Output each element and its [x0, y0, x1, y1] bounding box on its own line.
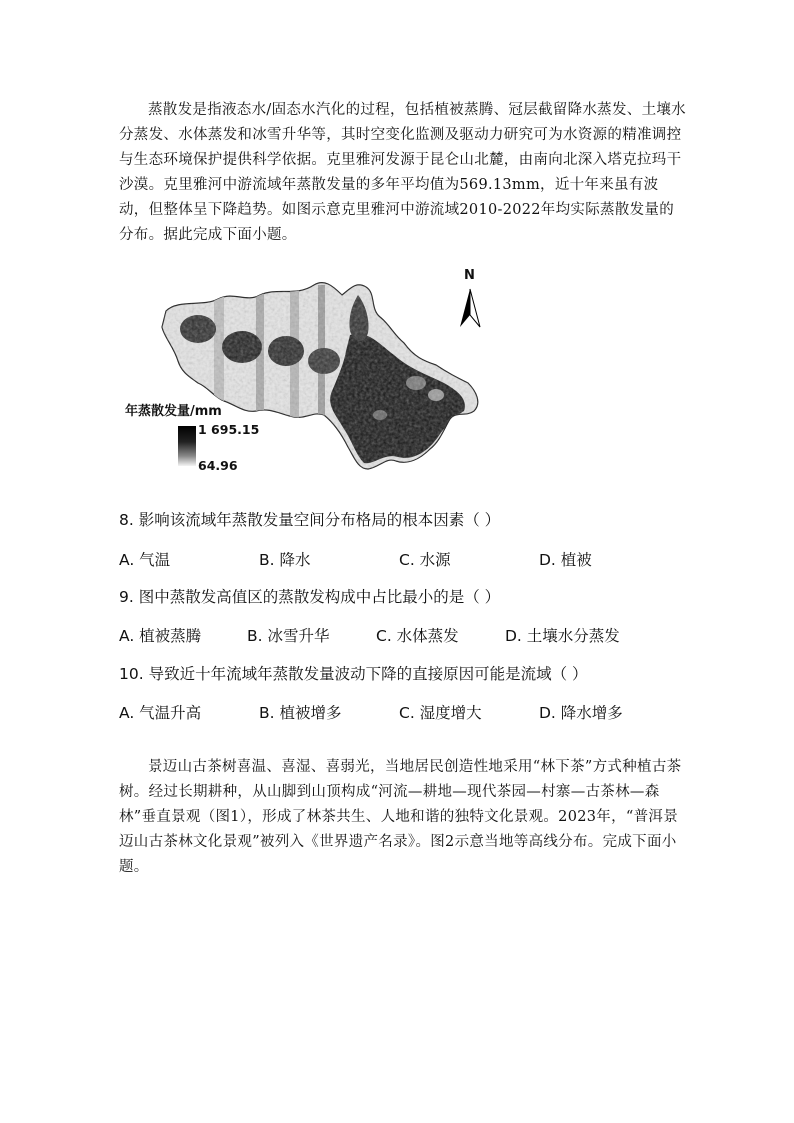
question-10-option-a[interactable]: A. 气温升高 — [119, 704, 202, 722]
question-8-option-d[interactable]: D. 植被 — [539, 551, 592, 569]
question-9-option-a[interactable]: A. 植被蒸腾 — [119, 627, 202, 645]
question-8-stem: 8. 影响该流域年蒸散发量空间分布格局的根本因素（ ） — [119, 511, 501, 529]
question-9-option-d[interactable]: D. 土壤水分蒸发 — [505, 627, 620, 645]
basin-map-figure — [118, 265, 498, 480]
passage-1: 蒸散发是指液态水/固态水汽化的过程，包括植被蒸腾、冠层截留降水蒸发、土壤水分蒸发、水体蒸发和冰雪升华等，其时空变化监测及驱动力研究可为水资源的精准调控与生态环境保护提供科学依据。克里雅河发源于昆仑山北麓，由南向北深入塔克拉玛干沙漠。克里雅河中游流域年蒸散发量的多年平均值为569.13mm，近十年来虽有波动，但整体呈下降趋势。如图示意克里雅河中游流域2010-2022年均实际蒸散发量的分布。据此完成下面小题。 — [119, 102, 686, 243]
legend-color-bar — [178, 426, 196, 466]
legend-max-value: 1 695.15 — [198, 422, 260, 437]
question-10-option-d[interactable]: D. 降水增多 — [539, 704, 623, 722]
evapotranspiration-map — [118, 265, 498, 480]
question-10-stem: 10. 导致近十年流域年蒸散发量波动下降的直接原因可能是流域（ ） — [119, 665, 588, 683]
question-9-option-c[interactable]: C. 水体蒸发 — [376, 627, 459, 645]
question-9-option-b[interactable]: B. 冰雪升华 — [247, 627, 330, 645]
legend-min-value: 64.96 — [198, 458, 238, 473]
legend-title: 年蒸散发量/mm — [125, 404, 222, 419]
question-10-option-b[interactable]: B. 植被增多 — [259, 704, 342, 722]
question-9-stem: 9. 图中蒸散发高值区的蒸散发构成中占比最小的是（ ） — [119, 588, 501, 606]
north-label: N — [464, 268, 475, 283]
question-8-option-a[interactable]: A. 气温 — [119, 551, 171, 569]
question-10-option-c[interactable]: C. 湿度增大 — [399, 704, 482, 722]
north-arrow-icon — [460, 289, 480, 327]
question-8-option-b[interactable]: B. 降水 — [259, 551, 311, 569]
passage-2: 景迈山古茶树喜温、喜湿、喜弱光，当地居民创造性地采用“林下茶”方式种植古茶树。经过长期耕种，从山脚到山顶构成“河流—耕地—现代茶园—村寨—古茶林—森林”垂直景观（图1），形成了林茶共生、人地和谐的独特文化景观。2023年，“普洱景迈山古茶林文化景观”被列入《世界遗产名录》。图2示意当地等高线分布。完成下面小题。 — [119, 759, 682, 875]
question-8-option-c[interactable]: C. 水源 — [399, 551, 451, 569]
